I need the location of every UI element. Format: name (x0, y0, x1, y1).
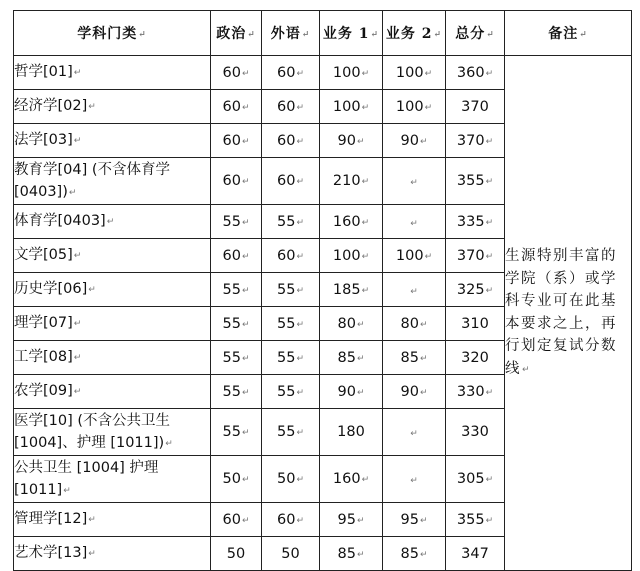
politics-cell: 50↵ (211, 456, 262, 503)
politics-cell: 55↵ (211, 273, 262, 307)
total-cell: 330↵ (446, 375, 505, 409)
header-subject: 学科门类↵ (14, 11, 211, 56)
major1-cell: 180 (320, 409, 383, 456)
header-major-1: 业务 1↵ (320, 11, 383, 56)
subject-cell: 哲学[01]↵ (14, 56, 211, 90)
subject-cell: 文学[05]↵ (14, 239, 211, 273)
major1-cell: 80↵ (320, 307, 383, 341)
major1-cell: 185↵ (320, 273, 383, 307)
major2-cell: 100↵ (383, 56, 446, 90)
total-cell: 310 (446, 307, 505, 341)
major2-cell: ↵ (383, 409, 446, 456)
score-table (13, 10, 632, 571)
major1-cell: 160↵ (320, 456, 383, 503)
major2-cell: 80↵ (383, 307, 446, 341)
major1-cell: 100↵ (320, 56, 383, 90)
total-cell: 370↵ (446, 239, 505, 273)
foreign-cell: 60↵ (262, 239, 320, 273)
major1-cell: 95↵ (320, 503, 383, 537)
subject-cell: 历史学[06]↵ (14, 273, 211, 307)
total-cell: 370↵ (446, 124, 505, 158)
major2-cell: ↵ (383, 456, 446, 503)
major2-cell: 90↵ (383, 124, 446, 158)
subject-cell: 公共卫生 [1004] 护理 [1011]↵ (14, 456, 211, 503)
subject-cell: 体育学[0403]↵ (14, 205, 211, 239)
total-cell: 305↵ (446, 456, 505, 503)
foreign-cell: 55↵ (262, 409, 320, 456)
foreign-cell: 60↵ (262, 90, 320, 124)
foreign-cell: 50↵ (262, 456, 320, 503)
politics-cell: 60↵ (211, 239, 262, 273)
total-cell: 355↵ (446, 158, 505, 205)
header-politics: 政治↵ (211, 11, 262, 56)
subject-cell: 医学[10] (不含公共卫生[1004]、护理 [1011])↵ (14, 409, 211, 456)
total-cell: 320 (446, 341, 505, 375)
major1-cell: 100↵ (320, 90, 383, 124)
total-cell: 335↵ (446, 205, 505, 239)
total-cell: 360↵ (446, 56, 505, 90)
major1-cell: 100↵ (320, 239, 383, 273)
politics-cell: 60↵ (211, 503, 262, 537)
header-total: 总分↵ (446, 11, 505, 56)
major2-cell: ↵ (383, 273, 446, 307)
major1-cell: 210↵ (320, 158, 383, 205)
subject-cell: 管理学[12]↵ (14, 503, 211, 537)
header-notes: 备注↵ (505, 11, 632, 56)
politics-cell: 55↵ (211, 341, 262, 375)
foreign-cell: 55↵ (262, 341, 320, 375)
subject-cell: 经济学[02]↵ (14, 90, 211, 124)
major2-cell: ↵ (383, 158, 446, 205)
major2-cell: 100↵ (383, 90, 446, 124)
total-cell: 355↵ (446, 503, 505, 537)
foreign-cell: 50 (262, 537, 320, 571)
major1-cell: 90↵ (320, 375, 383, 409)
major2-cell: 90↵ (383, 375, 446, 409)
foreign-cell: 55↵ (262, 375, 320, 409)
subject-cell: 理学[07]↵ (14, 307, 211, 341)
major2-cell: 85↵ (383, 341, 446, 375)
table-row (14, 56, 632, 90)
total-cell: 330 (446, 409, 505, 456)
header-foreign-language: 外语↵ (262, 11, 320, 56)
politics-cell: 60↵ (211, 124, 262, 158)
foreign-cell: 60↵ (262, 124, 320, 158)
total-cell: 370 (446, 90, 505, 124)
total-cell: 347 (446, 537, 505, 571)
major1-cell: 160↵ (320, 205, 383, 239)
foreign-cell: 55↵ (262, 205, 320, 239)
politics-cell: 55↵ (211, 375, 262, 409)
major1-cell: 90↵ (320, 124, 383, 158)
total-cell: 325↵ (446, 273, 505, 307)
subject-cell: 农学[09]↵ (14, 375, 211, 409)
foreign-cell: 55↵ (262, 307, 320, 341)
foreign-cell: 60↵ (262, 503, 320, 537)
politics-cell: 60↵ (211, 90, 262, 124)
subject-cell: 法学[03]↵ (14, 124, 211, 158)
note-cell: 生源特别丰富的学院（系）或学科专业可在此基本要求之上，再行划定复试分数线↵ (505, 56, 632, 571)
header-major-2: 业务 2↵ (383, 11, 446, 56)
politics-cell: 55↵ (211, 307, 262, 341)
foreign-cell: 60↵ (262, 158, 320, 205)
subject-cell: 教育学[04] (不含体育学[0403])↵ (14, 158, 211, 205)
foreign-cell: 60↵ (262, 56, 320, 90)
subject-cell: 艺术学[13]↵ (14, 537, 211, 571)
major2-cell: ↵ (383, 205, 446, 239)
politics-cell: 55↵ (211, 205, 262, 239)
major1-cell: 85↵ (320, 341, 383, 375)
subject-cell: 工学[08]↵ (14, 341, 211, 375)
politics-cell: 60↵ (211, 158, 262, 205)
foreign-cell: 55↵ (262, 273, 320, 307)
major2-cell: 100↵ (383, 239, 446, 273)
major2-cell: 95↵ (383, 503, 446, 537)
major2-cell: 85↵ (383, 537, 446, 571)
header-row (14, 11, 632, 56)
politics-cell: 60↵ (211, 56, 262, 90)
major1-cell: 85↵ (320, 537, 383, 571)
politics-cell: 55↵ (211, 409, 262, 456)
politics-cell: 50 (211, 537, 262, 571)
